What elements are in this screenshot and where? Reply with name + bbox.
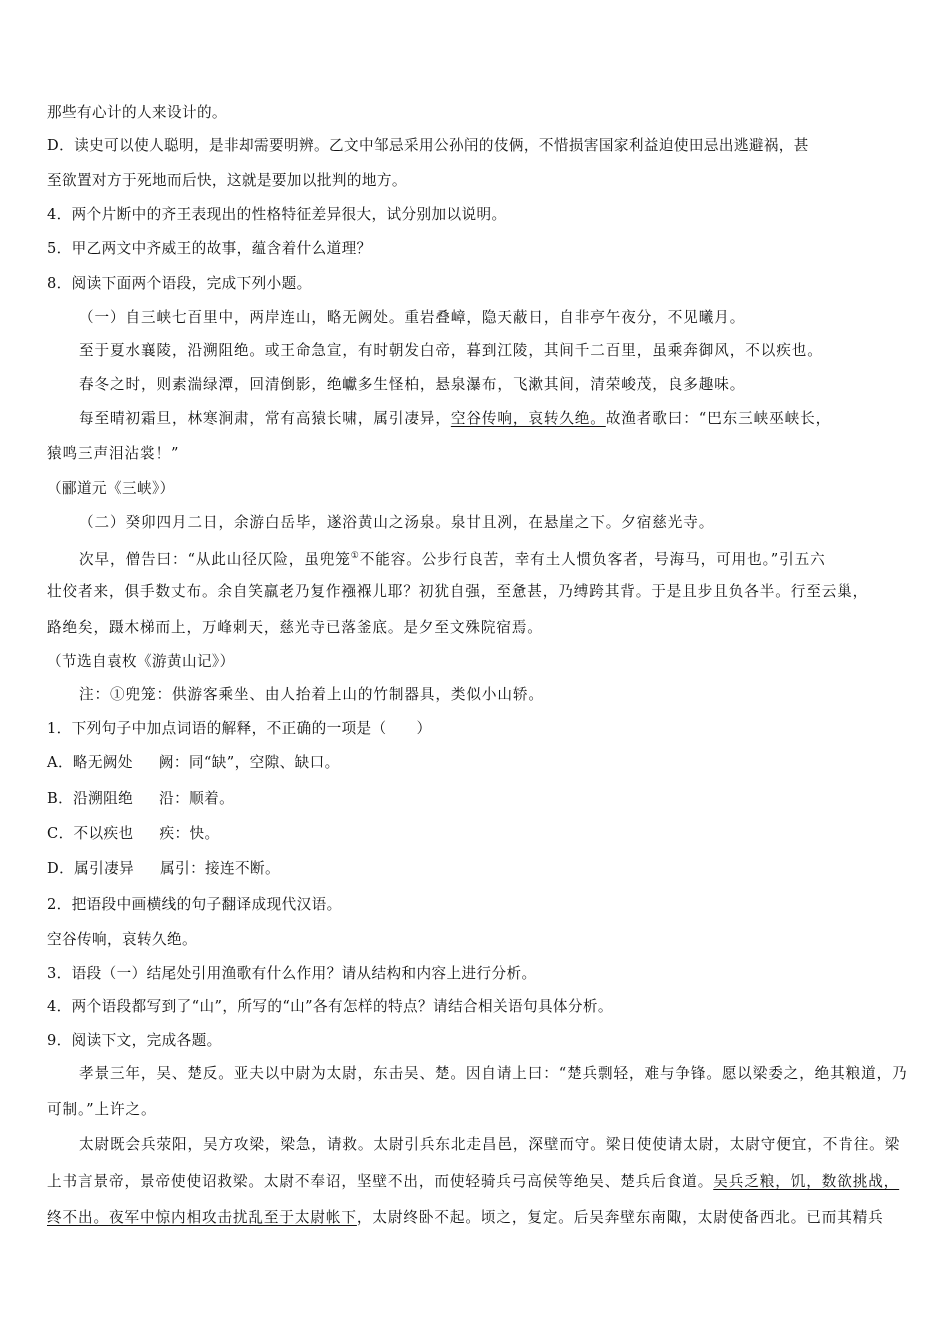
underlined-sentence: 夜军中惊内相攻击扰乱至于太尉帐下 [108,1209,357,1226]
question-5: 5．甲乙两文中齐威王的故事，蕴含着什么道理？ [47,240,372,257]
passage-text: 不能容。公步行良苦，幸有土人惯负客者，号海马，可用也。”引五六 [359,550,826,568]
passage-text: 故渔者歌曰：“巴东三峡巫峡长， [605,410,832,427]
passage-1-para-3: 春冬之时，则素湍绿潭，回清倒影，绝巘多生怪柏，悬泉瀑布，飞漱其间，清荣峻茂，良多趣味。 [79,376,746,393]
option-term: D．属引凄异 [47,860,135,877]
option-c [47,824,220,844]
underlined-sentence: 终不出。 [47,1209,109,1226]
question-9-heading: 9．阅读下文，完成各题。 [47,1032,222,1049]
passage-3-para-1: 孝景三年，吴、楚反。亚夫以中尉为太尉，东击吴、楚。因自请上曰：“楚兵剽轻，难与争锋。愿以梁委之，绝其粮道，乃 [79,1065,908,1082]
option-d-line: D．读史可以使人聪明，是非却需要明辨。乙文中邹忌采用公孙闬的伎俩，不惜损害国家利益迫使田忌出逃避祸，甚 [47,137,809,154]
footnote-marker: ① [350,551,360,561]
passage-2-line: 路绝矣，蹑木梯而上，万峰刺天，慈光寺已落釜底。是夕至文殊院宿焉。 [47,619,543,636]
option-term: C．不以疾也 [47,825,134,842]
translation-sentence: 空谷传响，哀转久绝。 [47,931,197,948]
option-term: B．沿溯阻绝 [47,790,134,807]
option-explanation: 沿：顺着。 [159,790,235,807]
underlined-sentence [109,1209,884,1226]
passage-1-para-4 [79,409,831,429]
passage-text: 次早，僧告曰：“从此山径仄险，虽兜笼 [79,550,351,568]
passage-text: 每至晴初霜旦，林寒涧肃，常有高猿长啸，属引凄异， [79,410,451,427]
text-line: 那些有心计的人来设计的。 [47,104,227,121]
passage-3-line [47,1172,899,1192]
source-citation: （节选自袁枚《游黄山记》） [47,653,235,670]
sub-question-2: 2．把语段中画横线的句子翻译成现代汉语。 [47,896,342,913]
underlined-sentence: 吴兵乏粮，饥，数欲挑战， [713,1173,900,1190]
passage-2-para-2 [79,546,826,570]
question-8-heading: 8．阅读下面两个语段，完成下列小题。 [47,275,312,292]
source-citation: （郦道元《三峡》） [47,480,175,497]
passage-text: 上书言景帝，景帝使使诏救梁。太尉不奉诏，坚壁不出，而使轻骑兵弓高侯等绝吴、楚兵后食道。 [47,1173,714,1190]
passage-3-line [47,1208,884,1228]
passage-3-para-2: 太尉既会兵荥阳，吴方攻梁，梁急，请救。太尉引兵东北走昌邑，深壁而守。梁日使使请太尉，太尉守便宜，不肯往。梁 [79,1136,901,1153]
sub-question-3: 3．语段（一）结尾处引用渔歌有什么作用？请从结构和内容上进行分析。 [47,965,537,982]
passage-1-para-2: 至于夏水襄陵，沿溯阻绝。或王命急宣，有时朝发白帝，暮到江陵，其间千二百里，虽乘奔御风，不以疾也。 [79,342,823,359]
text-line: 至欲置对方于死地而后快，这就是要加以批判的地方。 [47,172,407,189]
question-4: 4．两个片断中的齐王表现出的性格特征差异很大，试分别加以说明。 [47,206,507,223]
footnote: 注：①兜笼：供游客乘坐、由人抬着上山的竹制器具，类似小山轿。 [79,686,544,703]
sub-question-1: 1．下列句子中加点词语的解释，不正确的一项是（ ） [47,720,432,737]
sub-question-4: 4．两个语段都写到了“山”，所写的“山”各有怎样的特点？请结合相关语句具体分析。 [47,998,613,1015]
option-explanation: 疾：快。 [159,825,220,842]
passage-2-line: 壮佼者来，俱手数丈布。余自笑羸老乃复作襁褓儿耶？初犹自强，至惫甚，乃缚跨其背。于是且步且负各半。行至云巢， [47,583,869,600]
option-term: A．略无阙处 [47,754,133,771]
passage-1-para-4-end: 猿鸣三声泪沾裳！” [47,445,180,462]
passage-text: ，太尉终卧不起。顷之，复定。后吴奔壁东南陬，太尉使备西北。已而其精兵 [356,1209,884,1226]
option-a [47,753,340,773]
option-b [47,789,234,809]
option-explanation: 阙：同“缺”，空隙、缺口。 [158,754,340,771]
option-explanation: 属引：接连不断。 [160,860,281,877]
passage-1-para-1: （一）自三峡七百里中，两岸连山，略无阙处。重岩叠嶂，隐天蔽日，自非亭午夜分，不见曦月。 [79,309,746,326]
option-d [47,859,280,879]
passage-2-para-1: （二）癸卯四月二日，余游白岳毕，遂浴黄山之汤泉。泉甘且冽，在悬崖之下。夕宿慈光寺。 [79,514,715,531]
passage-3-line: 可制。”上许之。 [47,1101,157,1118]
underlined-sentence: 空谷传响，哀转久绝。 [450,410,606,427]
